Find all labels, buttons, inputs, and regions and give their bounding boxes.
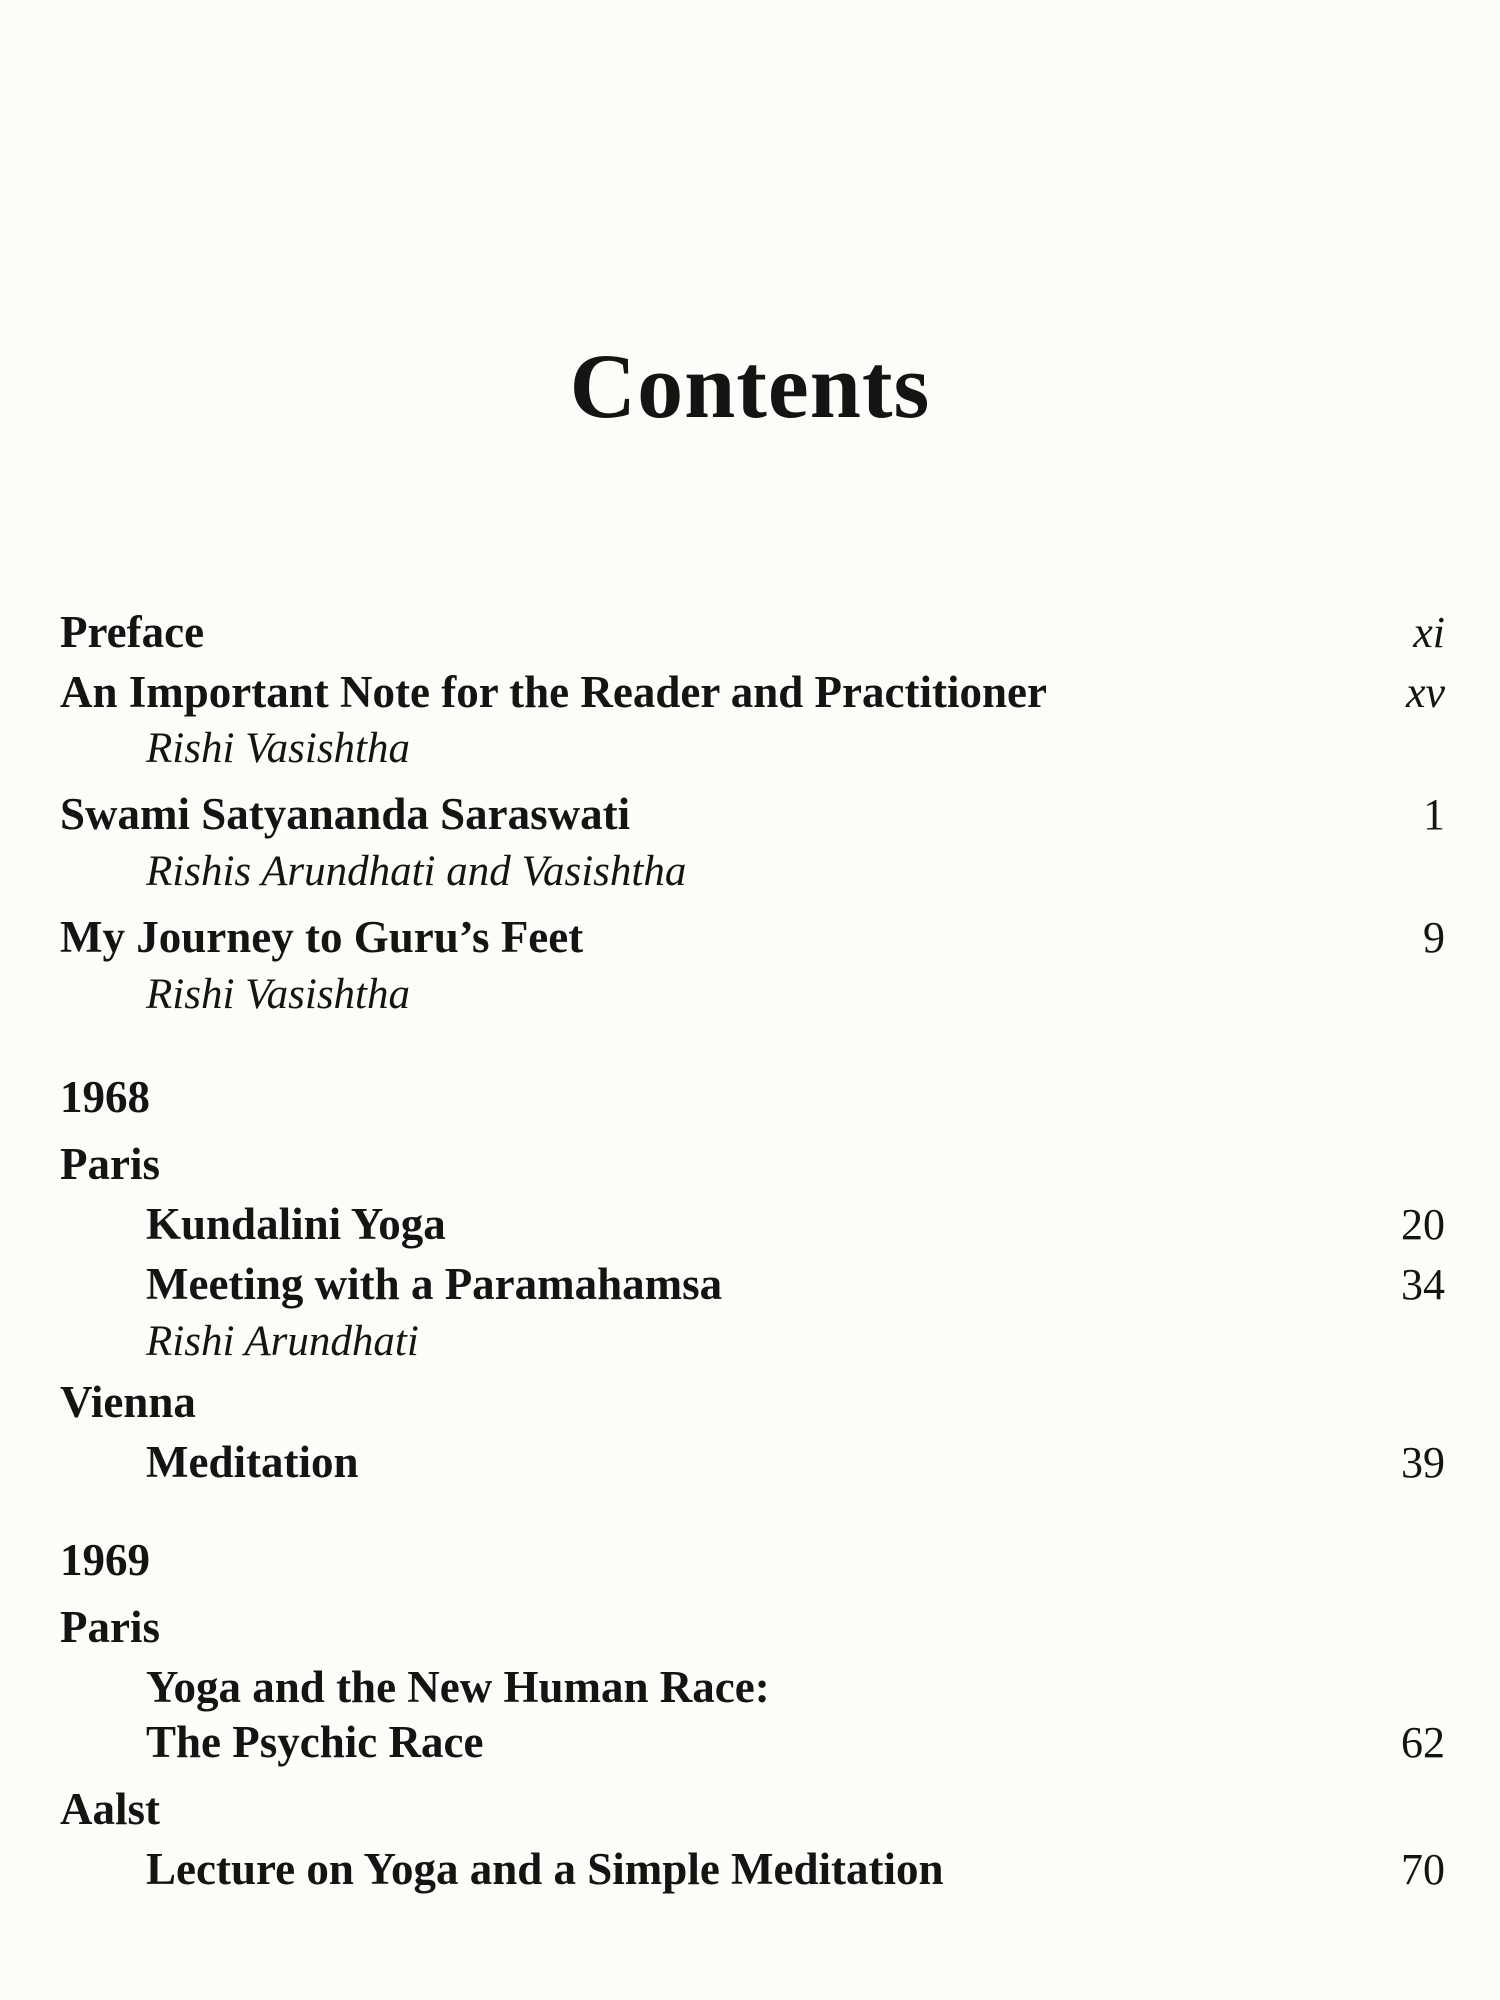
toc-place-label: Paris [60,1602,160,1652]
toc-entry-label: Meeting with a Paramahamsa [146,1259,723,1309]
toc-page-number: 70 [1401,1845,1445,1894]
toc-entry-my-journey[interactable] [60,905,1445,963]
toc-year-label: 1968 [60,1072,150,1122]
toc-author [60,715,1445,773]
toc-author [60,1308,1445,1366]
toc-page-number: 20 [1401,1200,1445,1249]
toc-author-label: Rishi Arundhati [146,1318,419,1365]
toc-author-label: Rishi Vasishtha [146,971,411,1018]
toc-year-heading [60,1065,1445,1123]
toc-page-number: 34 [1401,1260,1445,1309]
toc-author-label: Rishis Arundhati and Vasishtha [146,848,687,895]
toc-year-heading [60,1528,1445,1586]
toc-place-heading [60,1777,1445,1835]
toc-year-label: 1969 [60,1535,150,1585]
toc-place-heading [60,1595,1445,1653]
toc-place-label: Vienna [60,1377,196,1427]
toc-page-number: 9 [1423,913,1445,962]
toc-entry-label: An Important Note for the Reader and Practitioner [60,667,1047,717]
toc-entry-kundalini-yoga[interactable] [60,1192,1445,1250]
toc-entry-label: Swami Satyananda Saraswati [60,789,631,839]
toc-page-number: 62 [1401,1718,1445,1767]
toc-entry-label: Preface [60,607,205,657]
toc-place-heading [60,1132,1445,1190]
page-title: Contents [569,335,931,437]
toc-entry-label: Meditation [146,1437,359,1487]
toc-entry-preface[interactable] [60,600,1445,658]
toc-entry-label: My Journey to Guru’s Feet [60,912,584,962]
toc-entry-swami-satyananda[interactable] [60,782,1445,840]
toc-entry-meditation[interactable] [60,1430,1445,1488]
toc-entry-label: Yoga and the New Human Race: [146,1662,770,1712]
toc-place-label: Paris [60,1139,160,1189]
toc-page-number: 1 [1423,790,1445,839]
toc-entry-yoga-new-human-race[interactable] [60,1655,1445,1713]
toc-place-heading [60,1370,1445,1428]
toc-page-number: xi [1413,608,1445,657]
toc-entry-meeting-paramahamsa[interactable] [60,1252,1445,1310]
toc-author-label: Rishi Vasishtha [146,725,411,772]
toc-page-number: 39 [1401,1438,1445,1487]
toc-entry-label: Lecture on Yoga and a Simple Meditation [146,1844,944,1894]
toc-place-label: Aalst [60,1784,160,1834]
toc-entry-psychic-race[interactable] [60,1710,1445,1768]
toc-entry-lecture-yoga-meditation[interactable] [60,1837,1445,1895]
toc-author [60,961,1445,1019]
toc-entry-label: Kundalini Yoga [146,1199,446,1249]
toc-page-number: xv [1405,668,1445,717]
toc-entry-label: The Psychic Race [146,1717,484,1767]
toc-author [60,838,1445,896]
toc-entry-important-note[interactable] [60,660,1445,718]
